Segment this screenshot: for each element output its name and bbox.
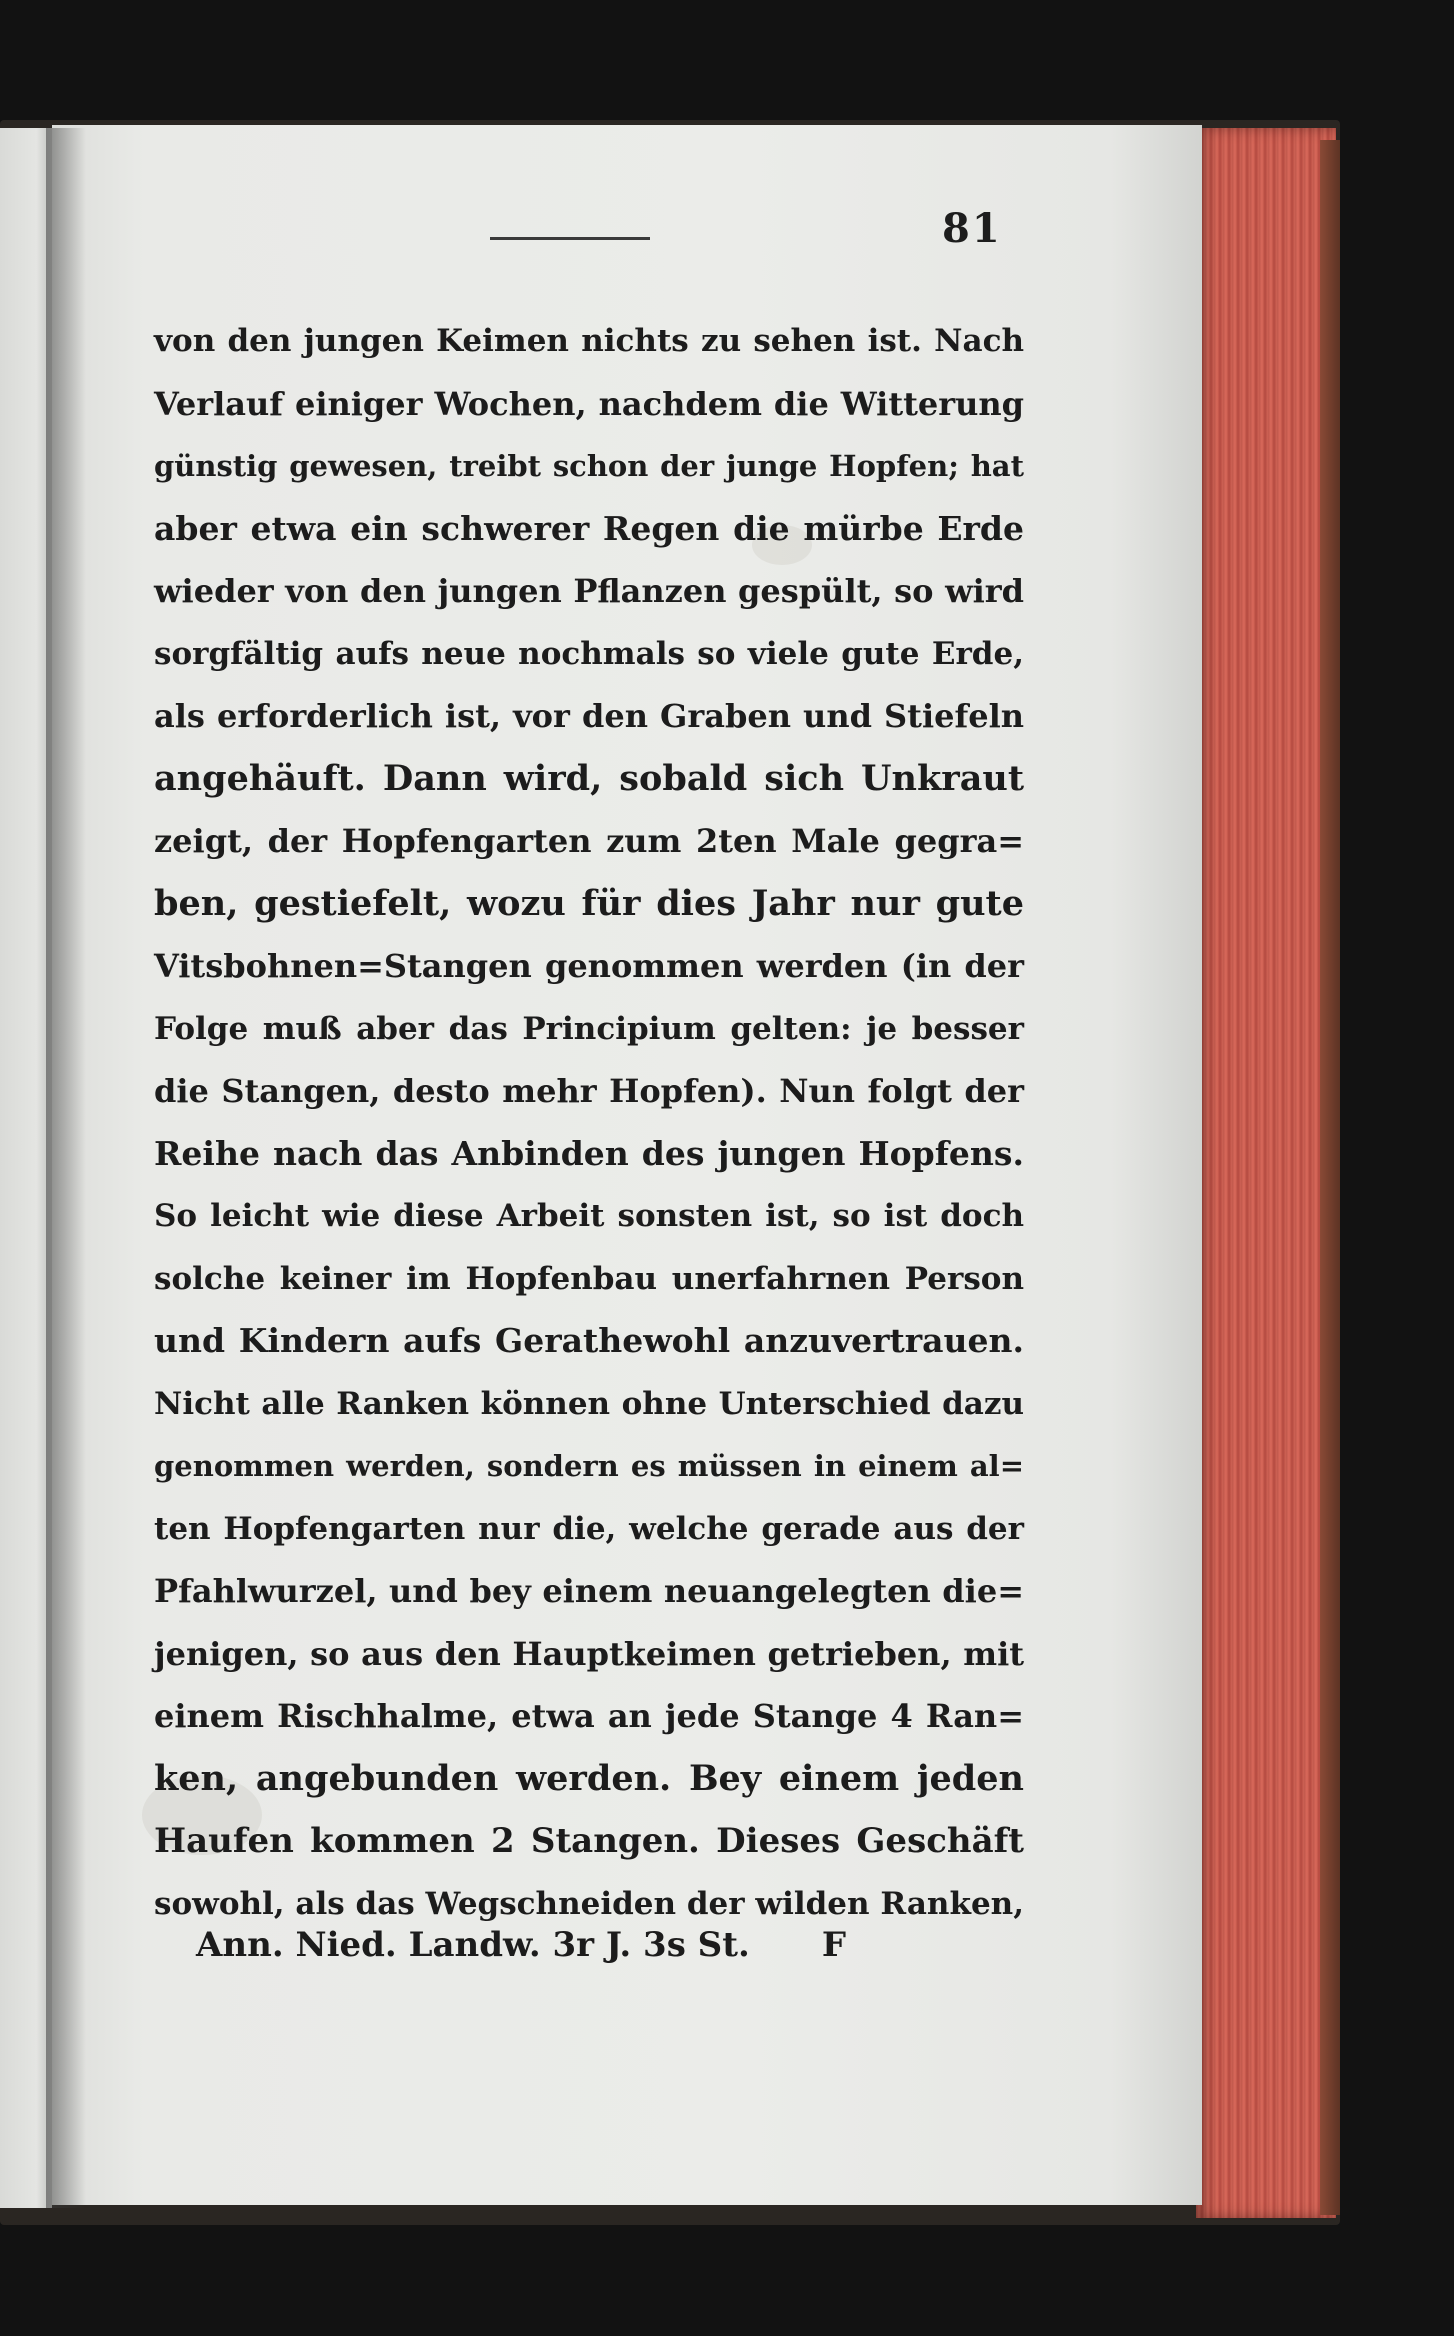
page-block-edges bbox=[1196, 128, 1336, 2218]
text-line: als erforderlich ist, vor den Graben und Stiefeln bbox=[154, 697, 1024, 735]
book-fore-edge bbox=[1320, 140, 1340, 2215]
text-line: und Kindern aufs Gerathewohl anzuvertrauen. bbox=[154, 1321, 1024, 1360]
text-line: ten Hopfengarten nur die, welche gerade aus der bbox=[154, 1510, 1024, 1547]
text-line: jenigen, so aus den Hauptkeimen getrieben, mit bbox=[154, 1634, 1024, 1673]
signature-line bbox=[196, 1925, 846, 1965]
text-line: wieder von den jungen Pflanzen gespült, so wird bbox=[154, 572, 1024, 610]
text-line: So leicht wie diese Arbeit sonsten ist, so ist doch bbox=[154, 1198, 1024, 1234]
text-line: ken, angebunden werden. Bey einem jeden bbox=[154, 1757, 1024, 1799]
signature-mark: F bbox=[821, 1925, 846, 1965]
text-line: Reihe nach das Anbinden des jungen Hopfens. bbox=[154, 1133, 1024, 1173]
text-line: zeigt, der Hopfengarten zum 2ten Male gegra= bbox=[154, 822, 1024, 860]
text-line: Haufen kommen 2 Stangen. Dieses Geschäft bbox=[154, 1821, 1024, 1861]
text-line: ben, gestiefelt, wozu für dies Jahr nur gute bbox=[154, 882, 1024, 924]
text-line: genommen werden, sondern es müssen in einem al= bbox=[154, 1449, 1024, 1483]
text-line: Verlauf einiger Wochen, nachdem die Witterung bbox=[154, 384, 1024, 423]
gutter-shadow bbox=[46, 128, 86, 2208]
text-line: aber etwa ein schwerer Regen die mürbe Erde bbox=[154, 508, 1024, 548]
text-line: Pfahlwurzel, und bey einem neuangelegten die= bbox=[154, 1572, 1024, 1610]
text-line: die Stangen, desto mehr Hopfen). Nun folgt der bbox=[154, 1072, 1024, 1110]
page-text bbox=[154, 310, 1024, 1935]
page-number: 81 bbox=[942, 205, 1002, 252]
text-line: Folge muß aber das Principium gelten: je besser bbox=[154, 1010, 1024, 1047]
previous-page-edge bbox=[0, 128, 52, 2208]
text-line: solche keiner im Hopfenbau unerfahrnen Person bbox=[154, 1260, 1024, 1297]
text-line: Nicht alle Ranken können ohne Unterschied dazu bbox=[154, 1385, 1024, 1422]
signature-text: Ann. Nied. Landw. 3r J. 3s St. bbox=[196, 1925, 750, 1965]
text-line: einem Rischhalme, etwa an jede Stange 4 Ran= bbox=[154, 1697, 1024, 1735]
header-rule bbox=[490, 237, 650, 240]
text-line: sowohl, als das Wegschneiden der wilden Ranken, bbox=[154, 1885, 1024, 1922]
text-line: sorgfältig aufs neue nochmals so viele gute Erde, bbox=[154, 635, 1024, 672]
text-line: angehäuft. Dann wird, sobald sich Unkraut bbox=[154, 757, 1024, 799]
text-line: von den jungen Keimen nichts zu sehen ist. Nach bbox=[154, 323, 1024, 359]
text-line: Vitsbohnen=Stangen genommen werden (in der bbox=[154, 947, 1024, 985]
text-line: günstig gewesen, treibt schon der junge Hopfen; hat bbox=[154, 449, 1024, 483]
